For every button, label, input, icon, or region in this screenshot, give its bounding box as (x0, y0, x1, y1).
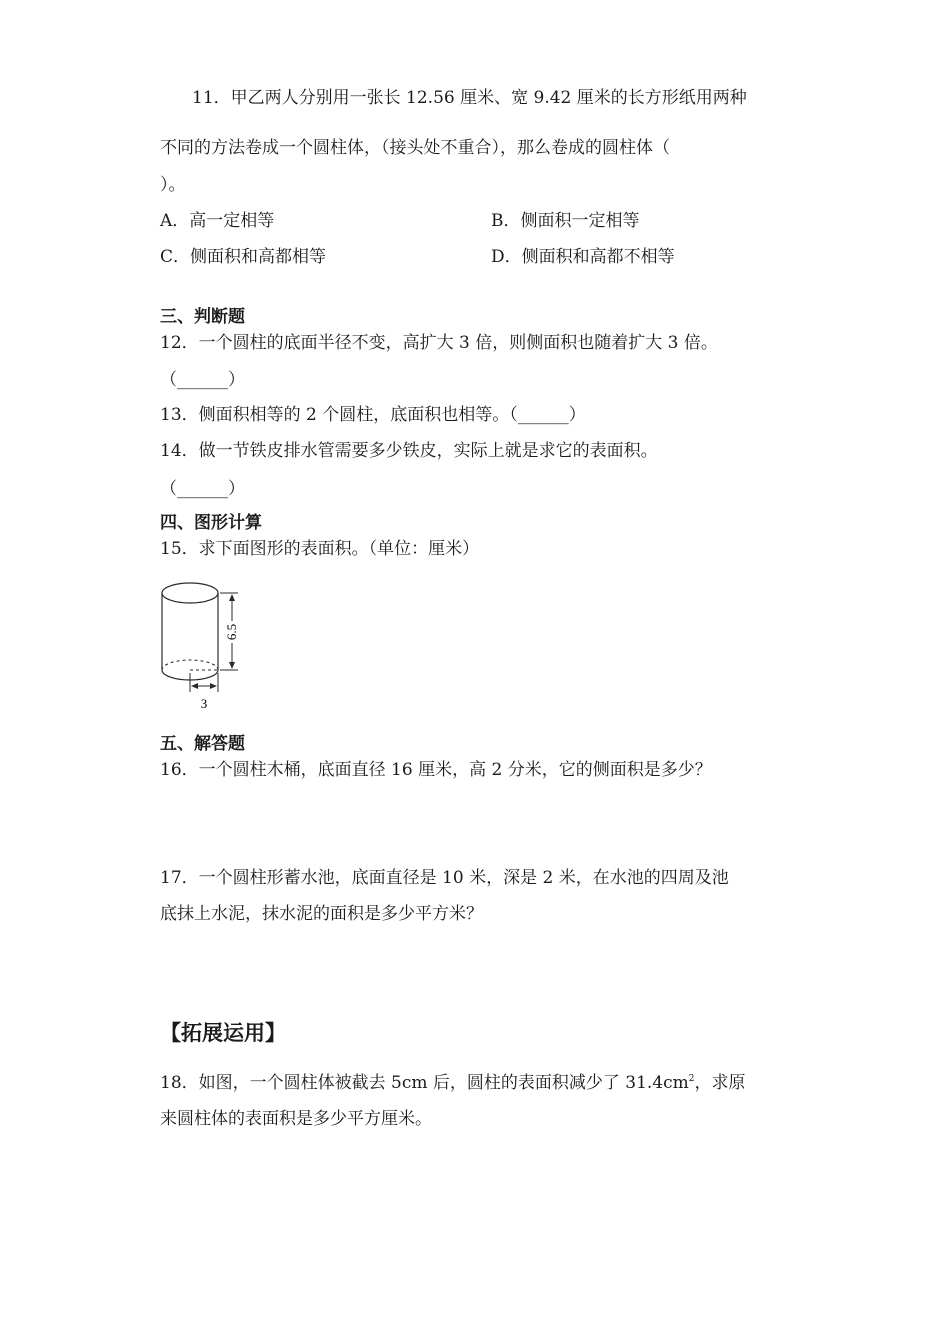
q12-blank: （______） (160, 370, 245, 390)
section3-title: 三、判断题 (160, 307, 245, 327)
section5-title: 五、解答题 (160, 734, 245, 754)
q11-option-a: A．高一定相等 (160, 211, 275, 231)
cylinder-bottom-back (162, 660, 218, 670)
height-arrow-up (229, 594, 235, 601)
q18-line2: 来圆柱体的表面积是多少平方厘米。 (160, 1109, 432, 1129)
q11-option-b: B．侧面积一定相等 (491, 211, 640, 231)
height-arrow-down (229, 662, 235, 669)
q11-line3: ）。 (160, 175, 186, 195)
cylinder-top-ellipse (162, 583, 218, 603)
radius-arrow-left (191, 683, 198, 689)
q14-line1: 14．做一节铁皮排水管需要多少铁皮，实际上就是求它的表面积。 (160, 441, 658, 461)
q17-line1: 17．一个圆柱形蓄水池，底面直径是 10 米，深是 2 米，在水池的四周及池 (160, 868, 729, 888)
q18-superscript: 2 (688, 1074, 695, 1084)
q11-option-d: D．侧面积和高都不相等 (491, 247, 675, 267)
q17-line2: 底抹上水泥，抹水泥的面积是多少平方米？ (160, 904, 483, 924)
cylinder-figure (150, 575, 260, 715)
q15-text: 15．求下面图形的表面积。（单位：厘米） (160, 539, 480, 559)
q18-line1-main: 18．如图，一个圆柱体被截去 5cm 后，圆柱的表面积减少了 31.4cm (160, 1073, 689, 1093)
radius-arrow-right (210, 683, 217, 689)
q11-option-c: C．侧面积和高都相等 (160, 247, 327, 267)
q18-line1 (160, 1075, 746, 1092)
q18-line1-end: ，求原 (694, 1073, 746, 1093)
height-label: 6.5 (224, 623, 239, 641)
q11-line2: 不同的方法卷成一个圆柱体，（接头处不重合），那么卷成的圆柱体（ (160, 138, 670, 158)
q14-blank: （______） (160, 479, 245, 499)
q16-text: 16．一个圆柱木桶，底面直径 16 厘米，高 2 分米，它的侧面积是多少？ (160, 760, 712, 780)
q11-line1: 11．甲乙两人分别用一张长 12.56 厘米、宽 9.42 厘米的长方形纸用两种 (192, 88, 747, 108)
section4-title: 四、图形计算 (160, 513, 262, 533)
radius-label: 3 (200, 696, 208, 711)
q13-text: 13．侧面积相等的 2 个圆柱，底面积也相等。（______） (160, 405, 586, 425)
extension-title: 【拓展运用】 (160, 1021, 286, 1045)
q12-line1: 12．一个圆柱的底面半径不变，高扩大 3 倍，则侧面积也随着扩大 3 倍。 (160, 333, 718, 353)
